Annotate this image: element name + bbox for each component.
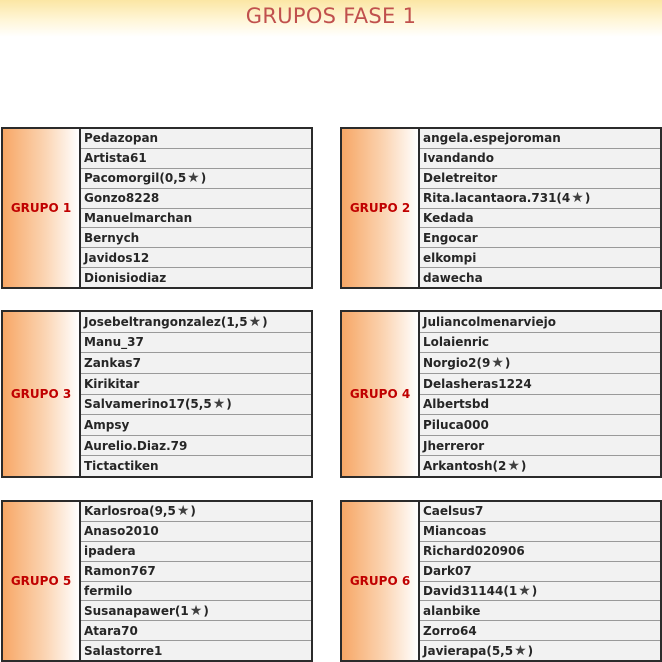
group-label: GRUPO 4 [342,312,420,476]
star-icon: ★ [189,602,203,619]
player-name: Miancoas [423,524,487,539]
player-row [81,189,311,209]
paren-open: ( [503,583,509,598]
star-icon: ★ [491,355,504,372]
paren-close: ) [527,643,534,658]
star-count: 9,5 [154,504,176,519]
player-row [420,268,660,287]
paren-close: ) [504,356,511,371]
player-name: Salvamerino17 [84,397,185,412]
player-name: Susanapawer [84,603,175,618]
player-name: Zorro64 [423,623,477,638]
star-count: 9 [482,356,491,371]
paren-close: ) [531,583,538,598]
player-name: Bernych [84,230,140,245]
player-row [420,353,660,374]
player-name: Dionisiodiaz [84,270,167,285]
player-row [420,456,660,476]
player-row [81,169,311,189]
player-name: Aurelio.Diaz.79 [84,438,188,453]
star-icon: ★ [518,582,531,599]
player-row [420,374,660,395]
group-label: GRUPO 1 [3,129,81,287]
paren-open: ( [556,191,562,206]
player-row [420,415,660,436]
player-name: Dark07 [423,564,472,579]
player-name: Rita.lacantaora.731 [423,191,557,206]
player-row [420,641,660,660]
player-row [81,456,311,476]
player-name: Atara70 [84,623,138,638]
player-row [420,522,660,542]
player-name: Jherreror [423,438,485,453]
player-row [420,169,660,189]
player-row [81,129,311,149]
group-6-table [340,500,662,662]
star-count: 1,5 [226,314,248,329]
paren-open: ( [149,504,155,519]
paren-close: ) [584,191,591,206]
player-name: alanbike [423,603,481,618]
player-list [81,312,311,476]
player-name: Manu_37 [84,335,144,350]
player-name: David31144 [423,583,504,598]
star-count: 1 [180,603,189,618]
paren-open: ( [486,643,492,658]
player-row [420,395,660,416]
player-list [420,129,660,287]
player-row [420,621,660,641]
star-count: 5,5 [190,397,212,412]
paren-open: ( [174,603,181,618]
group-label: GRUPO 2 [342,129,420,287]
player-name: Zankas7 [84,356,141,371]
player-row [420,189,660,209]
player-row [420,248,660,268]
player-row [81,353,311,374]
player-name: Salastorre1 [84,643,163,658]
player-row [81,436,311,457]
player-row [81,621,311,641]
group-label: GRUPO 3 [3,312,81,476]
player-name: Kirikitar [84,376,140,391]
player-list [81,129,311,287]
player-name: Pacomorgil [84,171,160,186]
paren-open: ( [220,314,227,329]
player-name: Albertsbd [423,397,490,412]
player-row [420,436,660,457]
paren-close: ) [520,459,527,474]
group-label: GRUPO 6 [342,502,420,660]
player-name: ipadera [84,544,136,559]
star-count: 4 [561,191,571,206]
player-name: Tictactiken [84,459,159,474]
player-row [81,312,311,333]
player-row [81,374,311,395]
player-row [81,415,311,436]
player-name: Engocar [423,230,478,245]
player-name: Karlosroa [84,504,150,519]
player-row [420,562,660,582]
player-row [420,129,660,149]
player-name: angela.espejoroman [423,131,561,146]
paren-close: ) [262,314,268,329]
player-list [420,312,660,476]
player-name: Kedada [423,210,474,225]
player-row [420,312,660,333]
player-name: elkompi [423,250,477,265]
paren-open: ( [492,459,498,474]
paren-open: ( [476,356,482,371]
player-name: Javidos12 [84,250,150,265]
group-3-table [1,310,313,478]
player-row [81,149,311,169]
player-row [420,542,660,562]
player-name: fermilo [84,583,133,598]
paren-open: ( [159,171,165,186]
group-label: GRUPO 5 [3,502,81,660]
star-icon: ★ [514,642,527,659]
player-name: Piluca000 [423,417,489,432]
player-row [81,209,311,229]
paren-close: ) [203,603,209,618]
player-name: Delasheras1224 [423,376,532,391]
star-count: 2 [497,459,507,474]
player-name: Pedazopan [84,131,159,146]
player-name: Lolaienric [423,335,490,350]
paren-close: ) [200,171,207,186]
player-name: Javierapa [423,643,487,658]
group-1-table [1,127,313,289]
player-list [81,502,311,660]
player-name: Caelsus7 [423,504,484,519]
title-banner [0,0,662,37]
star-icon: ★ [176,503,190,520]
player-row [81,522,311,542]
player-row [81,641,311,660]
group-5-table [1,500,313,662]
player-row [81,395,311,416]
player-row [420,502,660,522]
player-row [81,562,311,582]
player-name: Norgio2 [423,356,477,371]
page-title: GRUPOS FASE 1 [245,4,417,28]
player-name: dawecha [423,270,483,285]
player-row [420,582,660,602]
star-icon: ★ [507,458,520,475]
player-row [81,582,311,602]
player-row [420,228,660,248]
player-name: Ramon767 [84,564,156,579]
player-row [420,149,660,169]
player-row [81,228,311,248]
player-name: Artista61 [84,151,147,166]
star-icon: ★ [212,396,226,413]
star-count: 0,5 [164,171,187,186]
player-name: Arkantosh [423,459,493,474]
player-name: Ampsy [84,417,130,432]
paren-open: ( [184,397,191,412]
star-count: 5,5 [491,643,514,658]
group-2-table [340,127,662,289]
star-icon: ★ [248,313,262,330]
paren-close: ) [190,504,196,519]
player-row [420,333,660,354]
player-row [81,248,311,268]
player-row [420,601,660,621]
group-4-table [340,310,662,478]
star-icon: ★ [571,190,584,207]
player-name: Josebeltrangonzalez [84,314,221,329]
player-name: Deletreitor [423,171,498,186]
star-count: 1 [508,583,518,598]
player-row [81,333,311,354]
player-row [420,209,660,229]
star-icon: ★ [187,170,200,187]
player-row [81,502,311,522]
paren-close: ) [226,397,232,412]
player-name: Gonzo8228 [84,191,160,206]
player-name: Richard020906 [423,544,525,559]
player-name: Ivandando [423,151,494,166]
player-name: Juliancolmenarviejo [423,314,556,329]
player-name: Anaso2010 [84,524,159,539]
player-row [81,601,311,621]
player-name: Manuelmarchan [84,210,193,225]
player-row [81,268,311,287]
player-list [420,502,660,660]
player-row [81,542,311,562]
